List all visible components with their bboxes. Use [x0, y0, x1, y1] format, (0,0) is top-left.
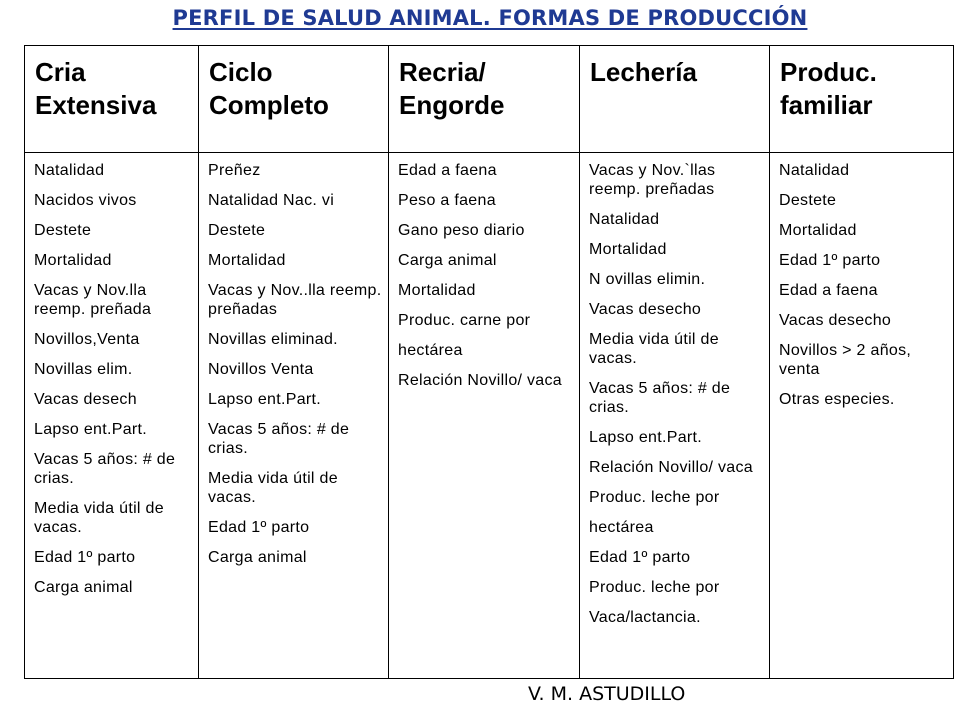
indicator-item: Mortalidad: [398, 282, 476, 299]
indicator-list: [770, 153, 953, 409]
indicator-item: Vacas y Nov.lla reemp. preñada: [34, 282, 152, 318]
indicator-item: Vacas 5 años: # de crias.: [208, 421, 350, 457]
indicator-item: Mortalidad: [208, 252, 286, 269]
indicator-item: Relación Novillo/ vaca: [398, 372, 563, 389]
column-header-recria-engorde: Recria/ Engorde: [389, 46, 580, 153]
column-header-produc-familiar: Produc. familiar: [770, 46, 954, 153]
indicators-cell-recria-engorde: [389, 153, 580, 679]
indicator-item: Novillos > 2 años, venta: [779, 342, 912, 378]
indicator-item: Vacas y Nov..lla reemp. preñadas: [208, 282, 382, 318]
indicator-item: Natalidad: [589, 211, 660, 228]
indicator-item: Peso a faena: [398, 192, 496, 209]
indicator-item: Carga animal: [208, 549, 307, 566]
indicator-item: Destete: [208, 222, 266, 239]
indicator-item: Vacas 5 años: # de crias.: [589, 380, 731, 416]
indicator-list: [580, 153, 769, 627]
indicator-item: Novillos Venta: [208, 361, 314, 378]
indicator-list: [389, 153, 579, 390]
indicator-item: Produc. carne por: [398, 312, 531, 329]
indicator-item: Destete: [779, 192, 837, 209]
indicators-cell-ciclo-completo: [199, 153, 389, 679]
indicator-item: Mortalidad: [34, 252, 112, 269]
indicators-row: [25, 153, 954, 679]
indicator-item: Vacas desecho: [589, 301, 702, 318]
indicator-item: Preñez: [208, 162, 261, 179]
indicator-item: Vacas desecho: [779, 312, 892, 329]
indicator-item: hectárea: [398, 342, 463, 359]
indicator-item: Mortalidad: [779, 222, 857, 239]
indicators-cell-produc-familiar: [770, 153, 954, 679]
indicator-item: N ovillas elimin.: [589, 271, 706, 288]
indicator-item: Mortalidad: [589, 241, 667, 258]
indicator-item: Edad 1º parto: [589, 549, 691, 566]
indicator-item: Carga animal: [34, 579, 133, 596]
production-profile-table: [24, 45, 954, 679]
indicator-list: [199, 153, 388, 567]
indicator-item: Lapso ent.Part.: [208, 391, 322, 408]
indicator-item: Produc. leche por: [589, 579, 720, 596]
indicator-item: Nacidos vivos: [34, 192, 137, 209]
indicator-item: Novillos,Venta: [34, 331, 140, 348]
indicator-item: Natalidad: [779, 162, 850, 179]
indicator-item: Novillas eliminad.: [208, 331, 338, 348]
indicator-item: Natalidad: [34, 162, 105, 179]
indicator-item: Vaca/lactancia.: [589, 609, 701, 626]
indicator-item: Edad a faena: [779, 282, 878, 299]
indicator-item: Vacas 5 años: # de crias.: [34, 451, 176, 487]
indicator-item: Vacas desech: [34, 391, 137, 408]
indicator-item: Vacas y Nov.`llas reemp. preñadas: [589, 162, 716, 198]
indicator-item: Natalidad Nac. vi: [208, 192, 335, 209]
indicator-item: Lapso ent.Part.: [34, 421, 148, 438]
column-header-cria-extensiva: Cria Extensiva: [25, 46, 199, 153]
column-header-lecheria: Lechería: [580, 46, 770, 153]
indicator-item: Produc. leche por: [589, 489, 720, 506]
indicator-item: hectárea: [589, 519, 654, 536]
header-row: [25, 46, 954, 153]
indicator-item: Destete: [34, 222, 92, 239]
indicator-item: Edad 1º parto: [34, 549, 136, 566]
indicators-cell-lecheria: [580, 153, 770, 679]
indicator-item: Edad a faena: [398, 162, 497, 179]
indicator-item: Relación Novillo/ vaca: [589, 459, 754, 476]
indicator-item: Media vida útil de vacas.: [34, 500, 164, 536]
page-title: PERFIL DE SALUD ANIMAL. FORMAS DE PRODUCCIÓN: [172, 6, 808, 30]
indicator-item: Novillas elim.: [34, 361, 133, 378]
indicator-item: Edad 1º parto: [779, 252, 881, 269]
indicator-list: [25, 153, 198, 597]
indicators-cell-cria-extensiva: [25, 153, 199, 679]
indicator-item: Media vida útil de vacas.: [208, 470, 338, 506]
column-header-ciclo-completo: Ciclo Completo: [199, 46, 389, 153]
indicator-item: Lapso ent.Part.: [589, 429, 703, 446]
indicator-item: Edad 1º parto: [208, 519, 310, 536]
footer-author: V. M. ASTUDILLO: [528, 683, 686, 705]
indicator-item: Carga animal: [398, 252, 497, 269]
indicator-item: Otras especies.: [779, 391, 895, 408]
indicator-item: Gano peso diario: [398, 222, 525, 239]
indicator-item: Media vida útil de vacas.: [589, 331, 719, 367]
